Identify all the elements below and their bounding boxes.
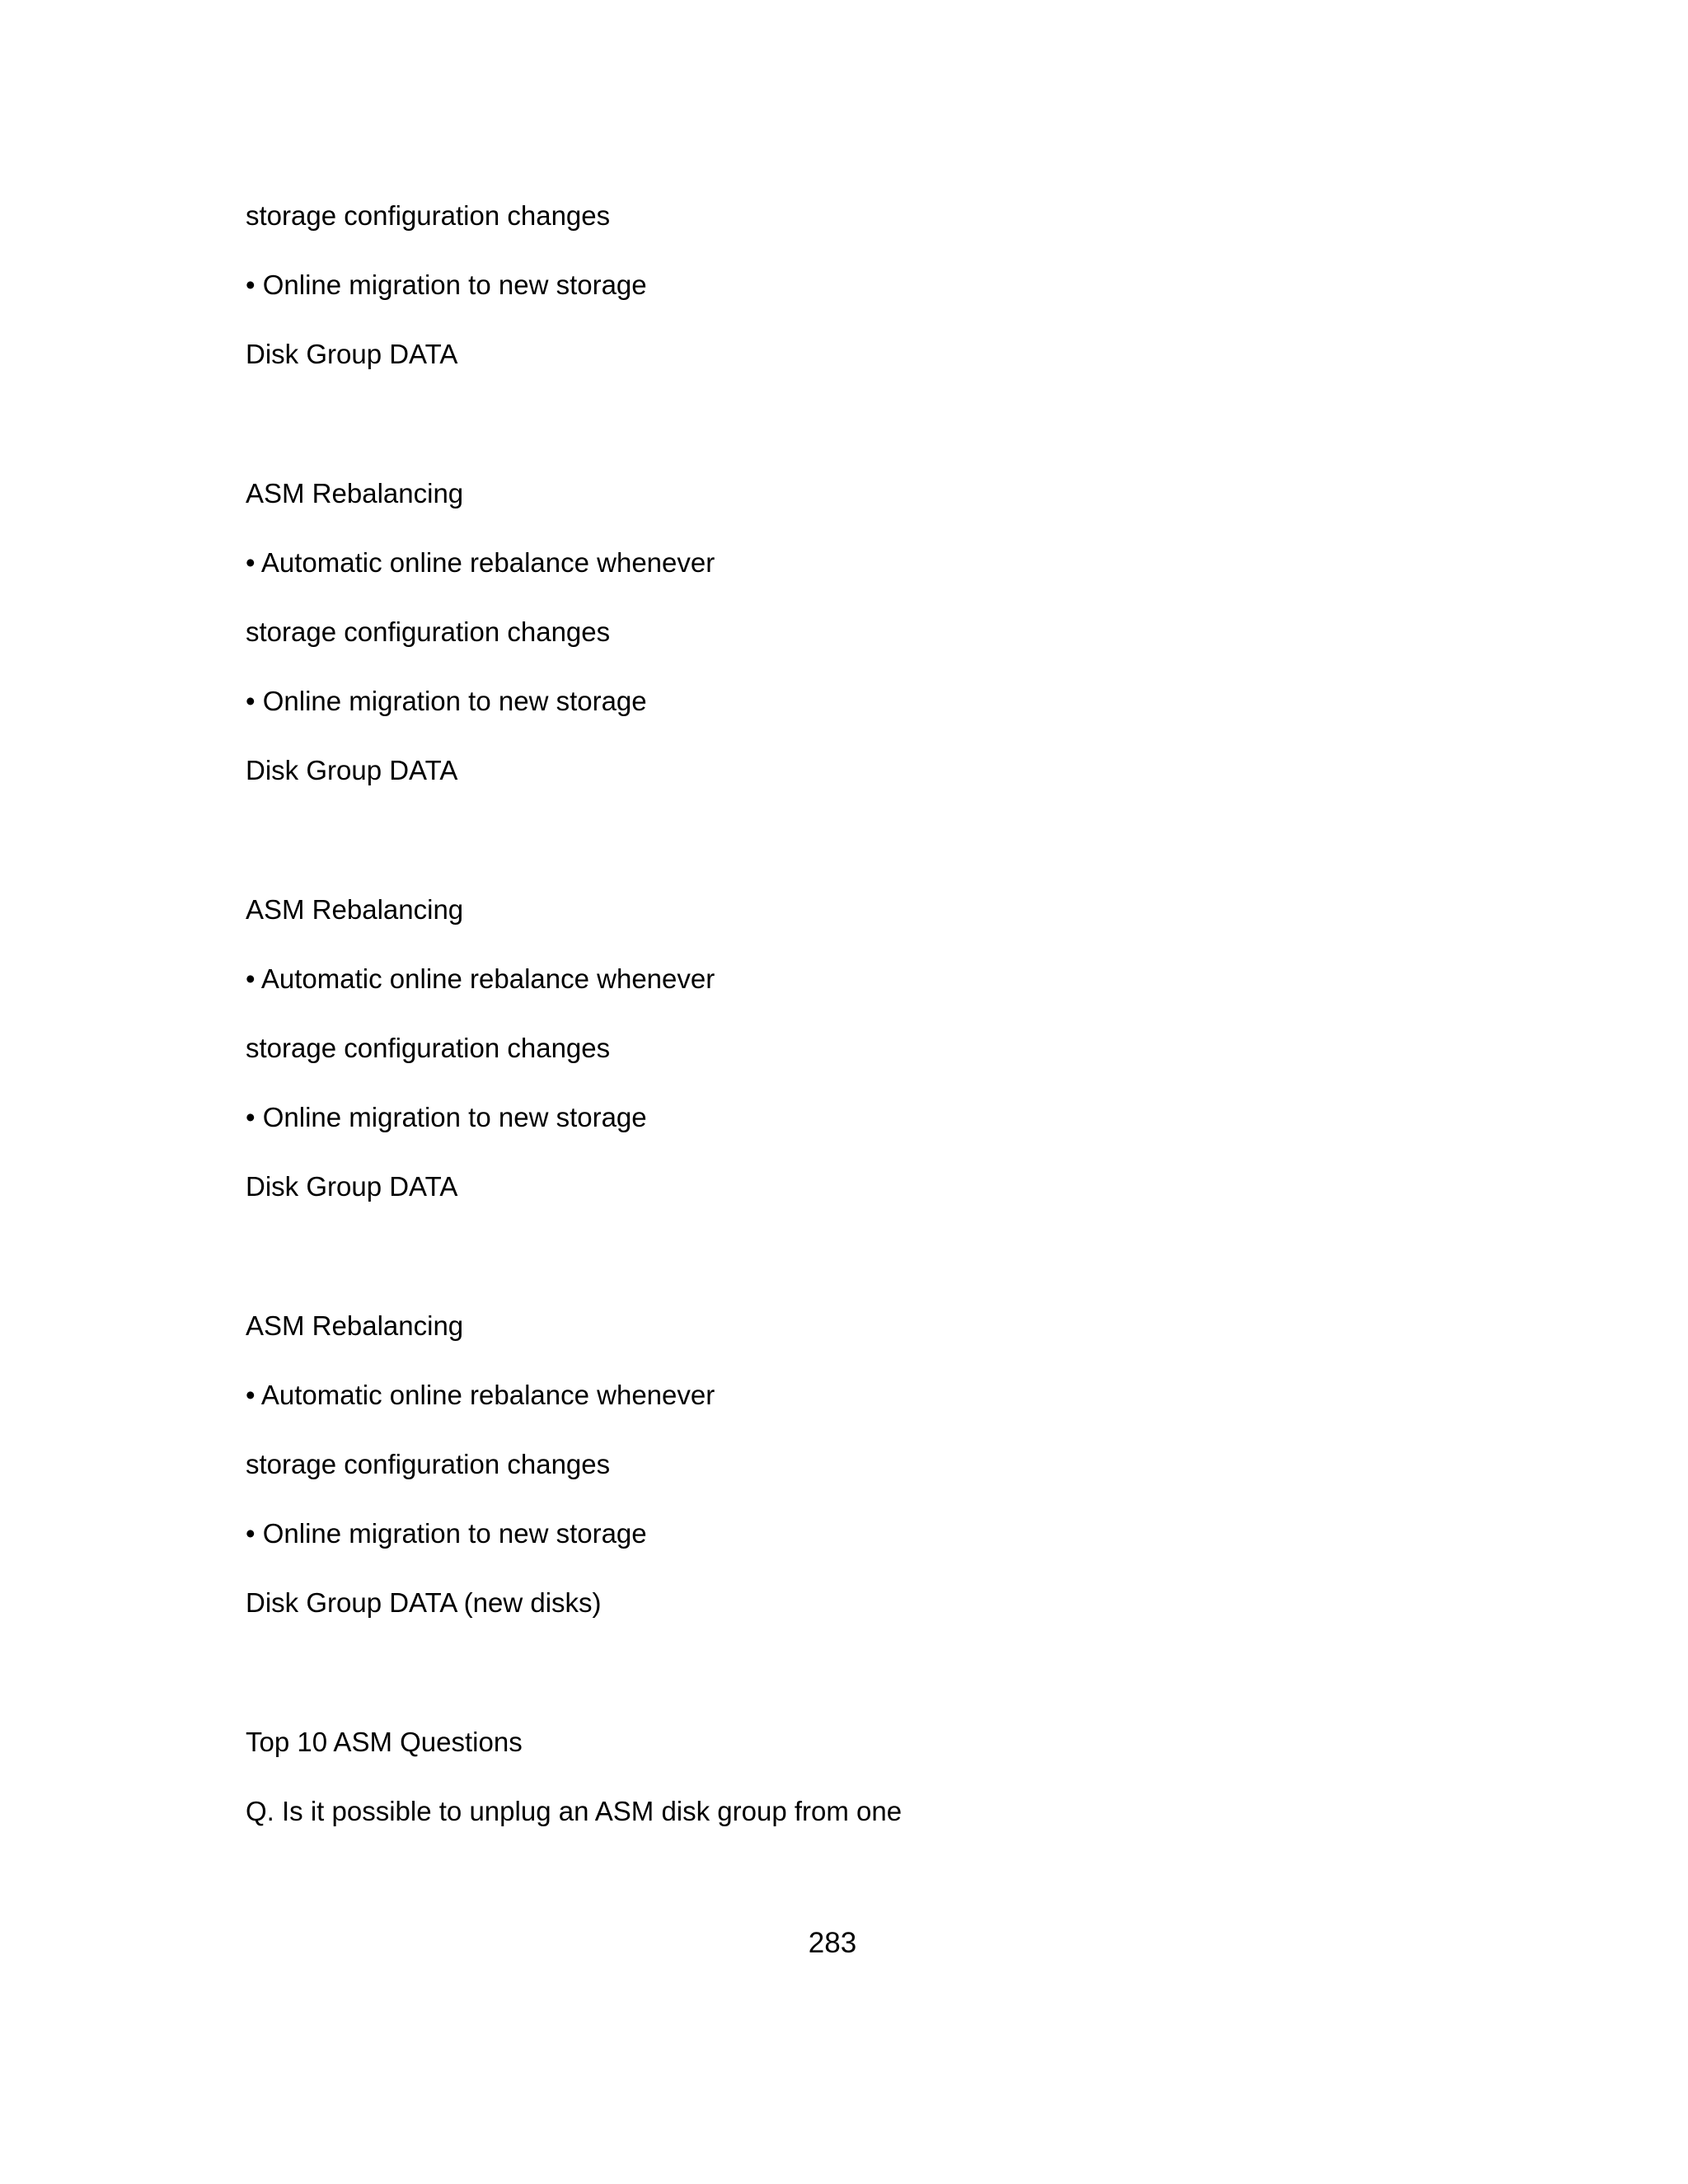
- bullet-line: • Online migration to new storage: [246, 269, 647, 300]
- page-number: 283: [808, 1927, 857, 1959]
- bullet-line: • Automatic online rebalance whenever: [246, 1380, 715, 1410]
- text-line: Disk Group DATA: [246, 755, 458, 785]
- bullet-line: • Automatic online rebalance whenever: [246, 547, 715, 578]
- bullet-line: • Online migration to new storage: [246, 686, 647, 716]
- section-heading: ASM Rebalancing: [246, 894, 464, 925]
- section-heading: Top 10 ASM Questions: [246, 1727, 523, 1757]
- bullet-line: • Automatic online rebalance whenever: [246, 963, 715, 994]
- section-heading: ASM Rebalancing: [246, 1310, 464, 1341]
- bullet-line: • Online migration to new storage: [246, 1518, 647, 1549]
- section-heading: ASM Rebalancing: [246, 478, 464, 509]
- text-line: Disk Group DATA (new disks): [246, 1587, 602, 1618]
- text-line: Disk Group DATA: [246, 339, 458, 369]
- text-line: Disk Group DATA: [246, 1171, 458, 1202]
- text-line: storage configuration changes: [246, 616, 611, 647]
- text-line: storage configuration changes: [246, 1033, 611, 1063]
- text-line: storage configuration changes: [246, 200, 611, 231]
- question-line: Q. Is it possible to unplug an ASM disk group from one: [246, 1796, 903, 1826]
- bullet-line: • Online migration to new storage: [246, 1102, 647, 1132]
- text-line: storage configuration changes: [246, 1449, 611, 1479]
